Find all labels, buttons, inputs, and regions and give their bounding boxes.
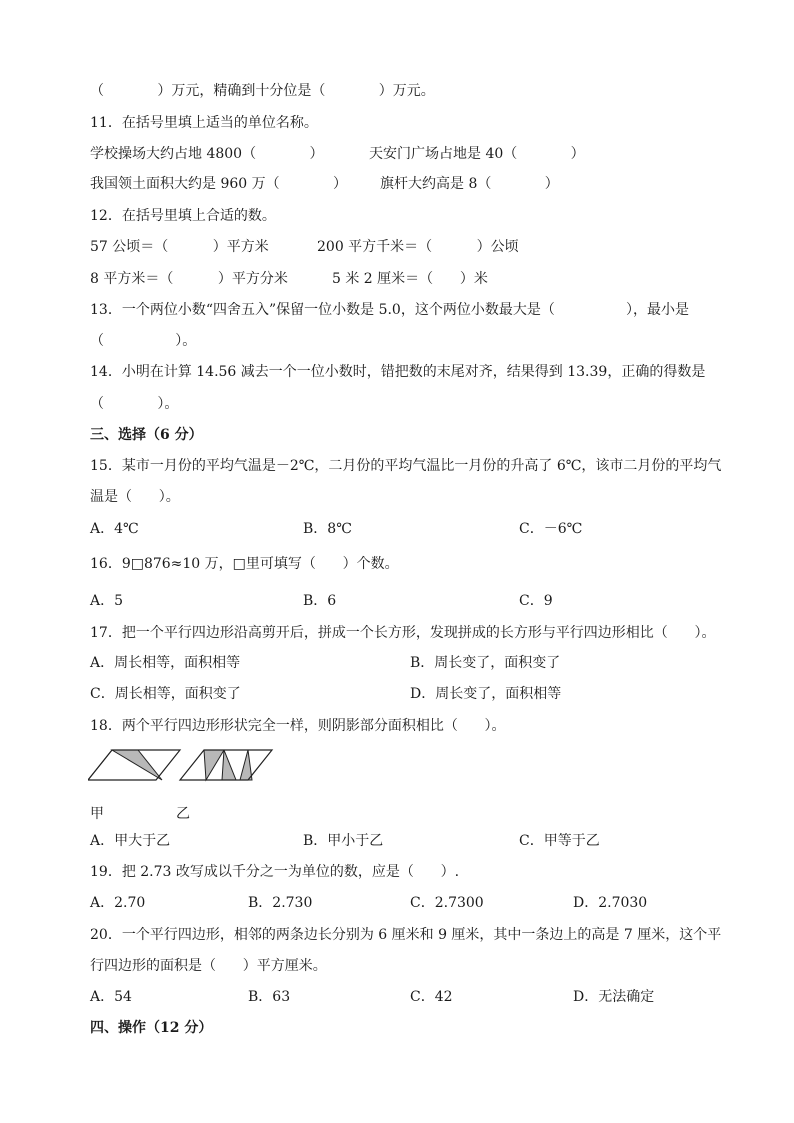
q19-option-d: D．2.7030: [573, 895, 648, 911]
q20-option-b: B．63: [248, 989, 291, 1005]
q12-item-d: 5 米 2 厘米＝（ ）米: [332, 271, 488, 287]
q16-option-b: B．6: [303, 593, 337, 609]
q17-stem: 17．把一个平行四边形沿高剪开后，拼成一个长方形，发现拼成的长方形与平行四边形相比（ ）。: [90, 625, 716, 641]
yi-shaded-triangle-2: [222, 750, 236, 780]
q12-item-c: 8 平方米＝（ ）平方分米: [90, 271, 288, 287]
q12-item-b: 200 平方千米＝（ ）公顷: [317, 239, 519, 255]
parallelogram-figure: [88, 748, 278, 822]
q19-option-a: A．2.70: [90, 895, 146, 911]
q17-option-c: C．周长相等，面积变了: [90, 686, 241, 702]
q15-option-b: B．8℃: [303, 521, 352, 537]
section-4-heading: 四、操作（12 分）: [90, 1020, 213, 1036]
q17-option-d: D．周长变了，面积相等: [410, 686, 562, 702]
figure-label-jia: 甲: [90, 806, 104, 822]
q10-continuation: （ ）万元，精确到十分位是（ ）万元。: [90, 83, 435, 99]
q20-option-a: A．54: [90, 989, 132, 1005]
yi-shaded-triangle-1: [204, 750, 224, 780]
q18-option-c: C．甲等于乙: [519, 833, 600, 849]
jia-diagonal-left: [88, 750, 112, 780]
q18-option-b: B．甲小于乙: [303, 833, 384, 849]
q20-stem-cont: 行四边形的面积是（ ）平方厘米。: [90, 958, 327, 974]
q20-option-d: D．无法确定: [573, 989, 655, 1005]
q15-option-c: C．－6℃: [519, 521, 583, 537]
q11-item-b: 天安门广场占地是 40（ ）: [369, 146, 585, 162]
q17-option-b: B．周长变了，面积变了: [410, 655, 561, 671]
section-3-heading: 三、选择（6 分）: [90, 427, 203, 443]
q17-option-a: A．周长相等，面积相等: [90, 655, 241, 671]
q11-item-a: 学校操场大约占地 4800（ ）: [90, 146, 324, 162]
q19-option-c: C．2.7300: [410, 895, 484, 911]
q15-stem: 15．某市一月份的平均气温是－2℃，二月份的平均气温比一月份的升高了 6℃，该市二月份的平均气: [90, 458, 722, 474]
q15-stem-cont: 温是（ ）。: [90, 489, 180, 505]
q12-item-a: 57 公顷＝（ ）平方米: [90, 239, 269, 255]
q13-stem-cont: （ ）。: [90, 333, 197, 349]
q16-option-a: A．5: [90, 593, 124, 609]
q11-item-d: 旗杆大约高是 8（ ）: [380, 176, 559, 192]
q18-stem: 18．两个平行四边形形状完全一样，则阴影部分面积相比（ ）。: [90, 718, 506, 734]
parallelogram-diagram: [88, 748, 278, 784]
q16-stem: 16．9□876≈10 万，□里可填写（ ）个数。: [90, 556, 399, 572]
q11-stem: 11．在括号里填上适当的单位名称。: [90, 115, 318, 131]
q20-stem: 20．一个平行四边形，相邻的两条边长分别为 6 厘米和 9 厘米，其中一条边上的高是 7 厘米，这个平: [90, 927, 722, 943]
q15-option-a: A．4℃: [90, 521, 139, 537]
jia-shaded-triangle: [112, 750, 162, 780]
q12-stem: 12．在括号里填上合适的数。: [90, 208, 276, 224]
q11-item-c: 我国领土面积大约是 960 万（ ）: [90, 176, 348, 192]
yi-shaded-triangle-3: [240, 750, 252, 780]
q16-option-c: C．9: [519, 593, 553, 609]
q19-stem: 19．把 2.73 改写成以千分之一为单位的数，应是（ ）.: [90, 864, 460, 880]
q20-option-c: C．42: [410, 989, 453, 1005]
q14-stem: 14．小明在计算 14.56 减去一个一位小数时，错把数的末尾对齐，结果得到 13.39，正确的得数是: [90, 364, 706, 380]
q19-option-b: B．2.730: [248, 895, 313, 911]
q14-stem-cont: （ ）。: [90, 396, 179, 412]
figure-label-yi: 乙: [176, 806, 190, 822]
q13-stem: 13．一个两位小数“四舍五入”保留一位小数是 5.0，这个两位小数最大是（ ），最小是: [90, 302, 690, 318]
q18-option-a: A．甲大于乙: [90, 833, 171, 849]
